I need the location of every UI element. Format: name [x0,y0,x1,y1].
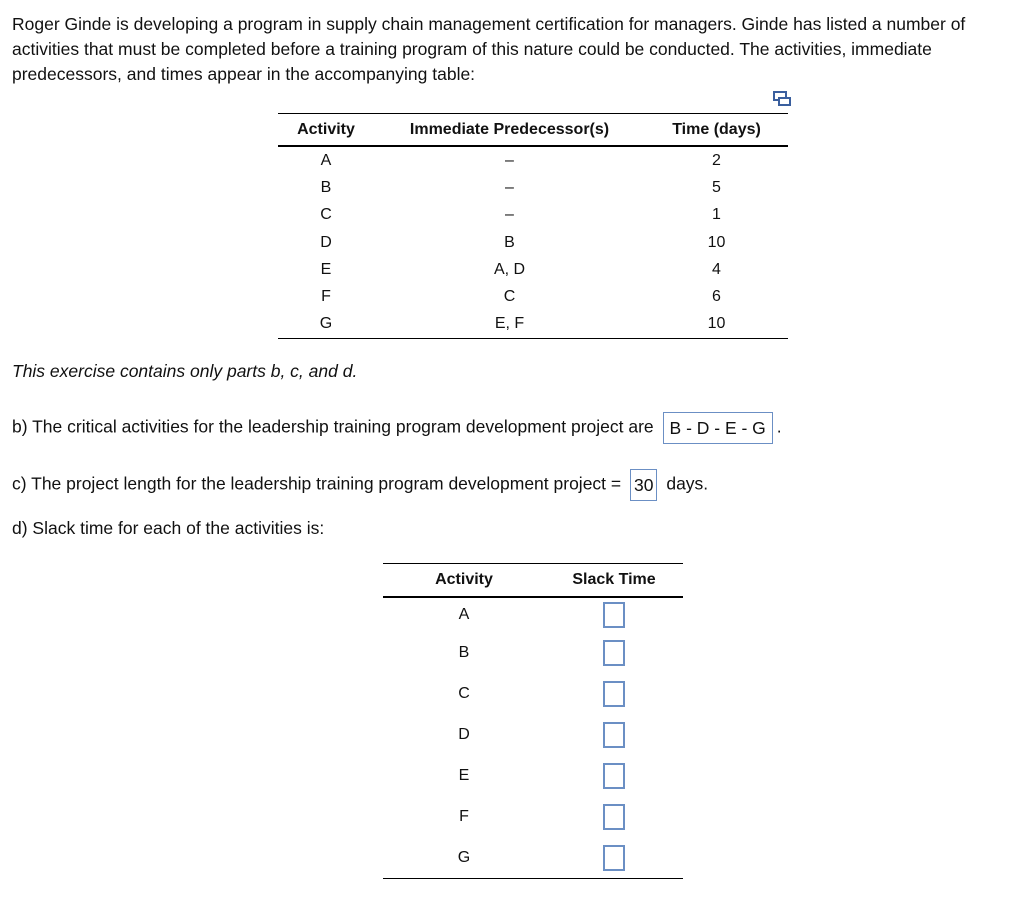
cell-slack-activity: B [458,643,470,661]
cell-time: 5 [712,178,721,196]
cell-slack-input [545,597,683,632]
table-row [278,311,788,339]
table-row [278,256,788,283]
table-row [383,796,683,837]
cell-time: 1 [712,206,721,224]
cell-slack-activity: D [458,725,470,743]
cell-predecessor: – [505,206,514,224]
table-row [383,837,683,879]
cell-slack-activity: A [458,606,470,623]
cell-time: 4 [712,260,721,278]
slack-time-input-a[interactable] [603,602,625,628]
cell-predecessor: B [504,233,515,251]
col-slack-time: Slack Time [545,564,683,598]
cell-activity: C [320,206,332,224]
table-row [383,755,683,796]
cell-activity: B [320,178,332,196]
cell-time: 10 [707,233,726,251]
cell-activity: A [320,151,332,169]
exercise-note: This exercise contains only parts b, c, and d. [12,361,358,381]
slack-time-input-c[interactable] [603,681,625,707]
col-time: Time (days) [645,114,788,147]
cell-predecessor: – [505,178,514,196]
cell-slack-activity: G [457,848,471,866]
table-row [278,229,788,256]
table-row [278,174,788,201]
part-d: d) Slack time for each of the activities is: [12,518,325,538]
col-activity: Activity [278,114,374,147]
part-c-suffix: days. [666,473,709,494]
cell-activity: G [319,315,333,333]
col-slack-activity: Activity [383,564,545,598]
slack-time-input-g[interactable] [603,845,625,871]
table-row [383,714,683,755]
part-b-suffix: . [776,416,782,437]
cell-time: 10 [707,315,726,333]
cell-time: 6 [712,288,721,306]
part-b-text: b) The critical activities for the leadership training program development project are [12,416,654,437]
cell-slack-input [545,632,683,673]
slack-time-input-f[interactable] [603,804,625,830]
cell-predecessor: – [505,151,514,169]
problem-statement: Roger Ginde is developing a program in supply chain management certification for managers. Ginde has listed a number of activities that must be completed before a training program of this nature could be conducted. The activities, immediate predecessors, and times appear in the accompanying table: [12,14,966,84]
table-row [278,202,788,229]
table-row [278,146,788,174]
slack-time-table [383,563,683,879]
cell-predecessor: C [503,288,516,306]
cell-time: 2 [712,151,721,169]
cell-slack-activity: F [459,807,469,825]
table-row [383,597,683,632]
part-c-text: c) The project length for the leadership training program development project = [12,473,622,494]
critical-activities-answer[interactable]: B - D - E - G [663,412,773,444]
part-c [12,469,708,501]
project-length-answer[interactable]: 30 [630,469,657,501]
slack-time-input-d[interactable] [603,722,625,748]
cell-predecessor: A, D [493,260,526,278]
cell-slack-input [545,755,683,796]
cell-activity: D [320,233,332,251]
table-row [383,673,683,714]
cell-slack-input [545,837,683,879]
slack-time-input-e[interactable] [603,763,625,789]
cell-activity: E [320,260,332,278]
cell-activity: F [321,288,331,306]
cell-slack-input [545,714,683,755]
activities-table [278,113,788,339]
cell-predecessor: E, F [494,315,525,333]
cell-slack-input [545,796,683,837]
table-row [278,283,788,310]
part-b [12,412,782,444]
cell-slack-activity: C [458,684,470,702]
copy-table-icon[interactable] [772,90,792,108]
slack-time-input-b[interactable] [603,640,625,666]
cell-slack-activity: E [458,766,470,784]
cell-slack-input [545,673,683,714]
table-row [383,632,683,673]
col-predecessors: Immediate Predecessor(s) [374,114,645,147]
